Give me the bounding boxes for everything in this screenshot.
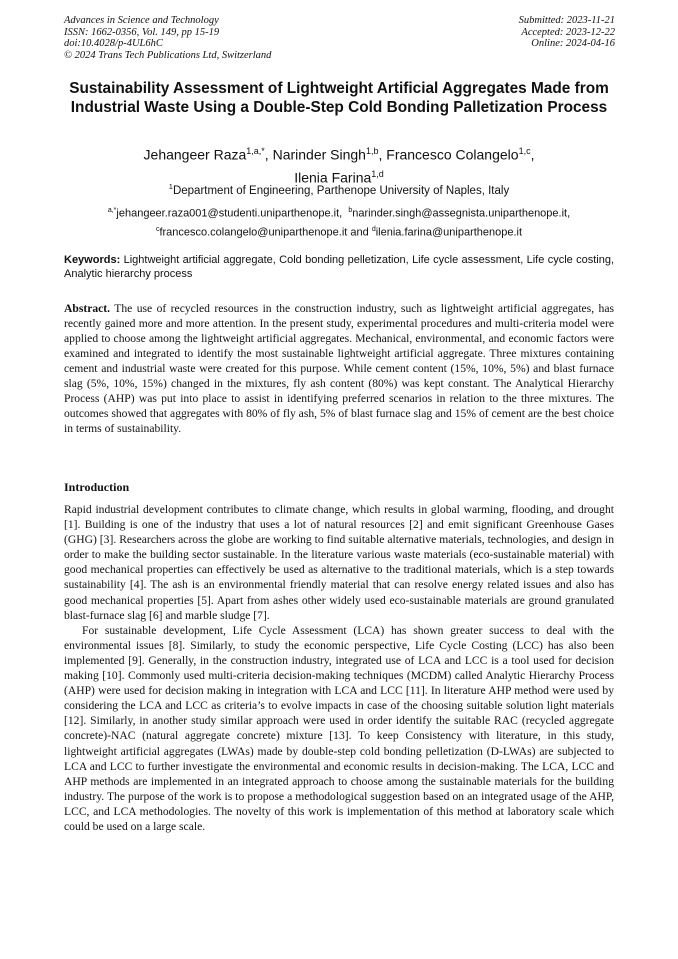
keywords-label: Keywords: — [64, 254, 121, 266]
affiliation-mark: 1 — [168, 182, 173, 191]
email-conjunction: and — [350, 226, 369, 239]
email-mark: c — [155, 225, 160, 233]
keywords-text: Lightweight artificial aggregate, Cold bonding pelletization, Life cycle assessment, Life cycle costing, Analytic hierarchy process — [64, 254, 614, 280]
author-separator: , — [264, 146, 273, 163]
paragraph: Rapid industrial development contributes to climate change, which results in global warming, flooding, and drought [1]. Building is one of the industry that uses a lot of natural resources [2] and emit significant Greenhouse Gases (GHG) [3]. Researchers across the globe are working to find suitable alternative materials, technologies, and design in order to make the building sector sustainable. In the literature various waste materials (eco-sustainable material) with good mechanical properties can effectively be used as alternative to the traditional materials, which is a step towards sustainability [4]. The ash is an environmental friendly material that can resolve energy related issues and also has good mechanical properties [5]. Apart from ashes other widely used eco-sustainable materials are ground granulated blast-furnace slag [6] and marble sludge [7]. — [64, 503, 614, 622]
section-heading-introduction: Introduction — [64, 480, 130, 494]
email-mark: a,* — [107, 207, 117, 214]
author-affil-mark: 1,a,* — [246, 146, 265, 156]
abstract — [64, 301, 614, 436]
author-name: Francesco Colangelo — [386, 146, 519, 163]
author-affil-mark: 1,c — [518, 146, 531, 156]
author-affil-mark: 1,b — [365, 146, 379, 156]
author-name: Jehangeer Raza — [143, 146, 247, 163]
author-emails — [60, 203, 618, 240]
affiliation — [60, 180, 618, 198]
copyright: © 2024 Trans Tech Publications Ltd, Switzerland — [64, 49, 272, 61]
publication-dates — [519, 15, 615, 50]
doi: doi:10.4028/p-4UL6hC — [64, 38, 163, 49]
issn: ISSN: 1662-0356, Vol. 149, pp 15-19 — [64, 26, 220, 38]
paragraph: For sustainable development, Life Cycle Assessment (LCA) has shown greater success to deal with the environmental issues [8]. Similarly, to study the economic perspective, Life Cycle Costing (LCC) has also been implemented [9]. Generally, in the construction industry, integrated use of LCA and LCC is a tool used for decision making [10]. Commonly used multi-criteria decision-making techniques (MCDM) called Analytic Hierarchy Process (AHP) were used for decision making in integration with LCA and LCC [11]. In literature AHP method were used by considering the LCA and LCC as criteria’s to evolve impacts in case of the choosing suitable solution light materials [12]. Similarly, in another study similar approach were used in order identify the suitable RAC (recycled aggregate concrete)-NAC (natural aggregate concrete) mixture [13]. To keep Consistency with literature, in this study, lightweight artificial aggregates (LWAs) made by double-step cold bonding pelletization (D-LWAs) are subjected to LCA and LCC to further investigate the environmental and economic results in decision-making. The LCA, LCC and AHP methods are implemented in an integrated approach to choose among the sustainable materials for the building industry. The purpose of the work is to propose a methodological suggestion based on an integrated usage of the AHP, LCC, and LCA methodologies. The novelty of this work is implementation of this method at laboratory scale which could be used on a large scale. — [64, 623, 614, 833]
email-mark: b — [348, 207, 353, 214]
author-name: Ilenia Farina — [294, 169, 372, 186]
accepted-date: Accepted: 2023-12-22 — [521, 26, 615, 38]
abstract-text: The use of recycled resources in the construction industry, such as lightweight artificial aggregates, has recently gained more and more attention. In the present study, experimental procedures and multi-criteria model were applied to choose among the lightweight artificial aggregates. Mechanical, environmental, and economic factors were examined and integrated to identify the most sustainable lightweight artificial aggregate. Three mixtures containing cement and industrial waste were created for this purpose. While cement content (15%, 10%, 5%) and blast furnace slag (5%, 10%, 15%) changed in the mixtures, fly ash content (80%) was kept constant. The Analytical Hierarchy Process (AHP) was put into place to assist in identifying preferred scenarios in relation to the three mixtures. The outcomes showed that aggregates with 80% of fly ash, 5% of blast furnace slag and 15% of cement are the best choice in terms of sustainability. — [64, 302, 614, 435]
paper-title: Sustainability Assessment of Lightweight Artificial Aggregates Made from Industrial Waste Using a Double-Step Cold Bonding Palletization Process — [69, 80, 609, 116]
email-link[interactable]: narinder.singh@assegnista.uniparthenope.it, — [352, 207, 571, 220]
journal-info — [64, 15, 271, 61]
journal-name: Advances in Science and Technology — [64, 15, 219, 26]
author-separator: , — [530, 146, 535, 163]
introduction-body — [64, 502, 614, 834]
email-link[interactable]: ilenia.farina@uniparthenope.it — [375, 226, 523, 239]
submitted-date: Submitted: 2023-11-21 — [518, 15, 615, 26]
keywords — [64, 253, 614, 281]
email-mark: d — [371, 225, 376, 233]
email-link[interactable]: francesco.colangelo@uniparthenope.it — [159, 226, 348, 239]
affiliation-text: Department of Engineering, Parthenope University of Naples, Italy — [172, 184, 510, 197]
author-affil-mark: 1,d — [371, 168, 384, 179]
author-separator: , — [378, 146, 387, 163]
email-link[interactable]: jehangeer.raza001@studenti.uniparthenope.it, — [116, 207, 343, 220]
author-name: Narinder Singh — [272, 146, 366, 163]
online-date: Online: 2024-04-16 — [531, 38, 615, 49]
abstract-label: Abstract. — [64, 302, 111, 315]
